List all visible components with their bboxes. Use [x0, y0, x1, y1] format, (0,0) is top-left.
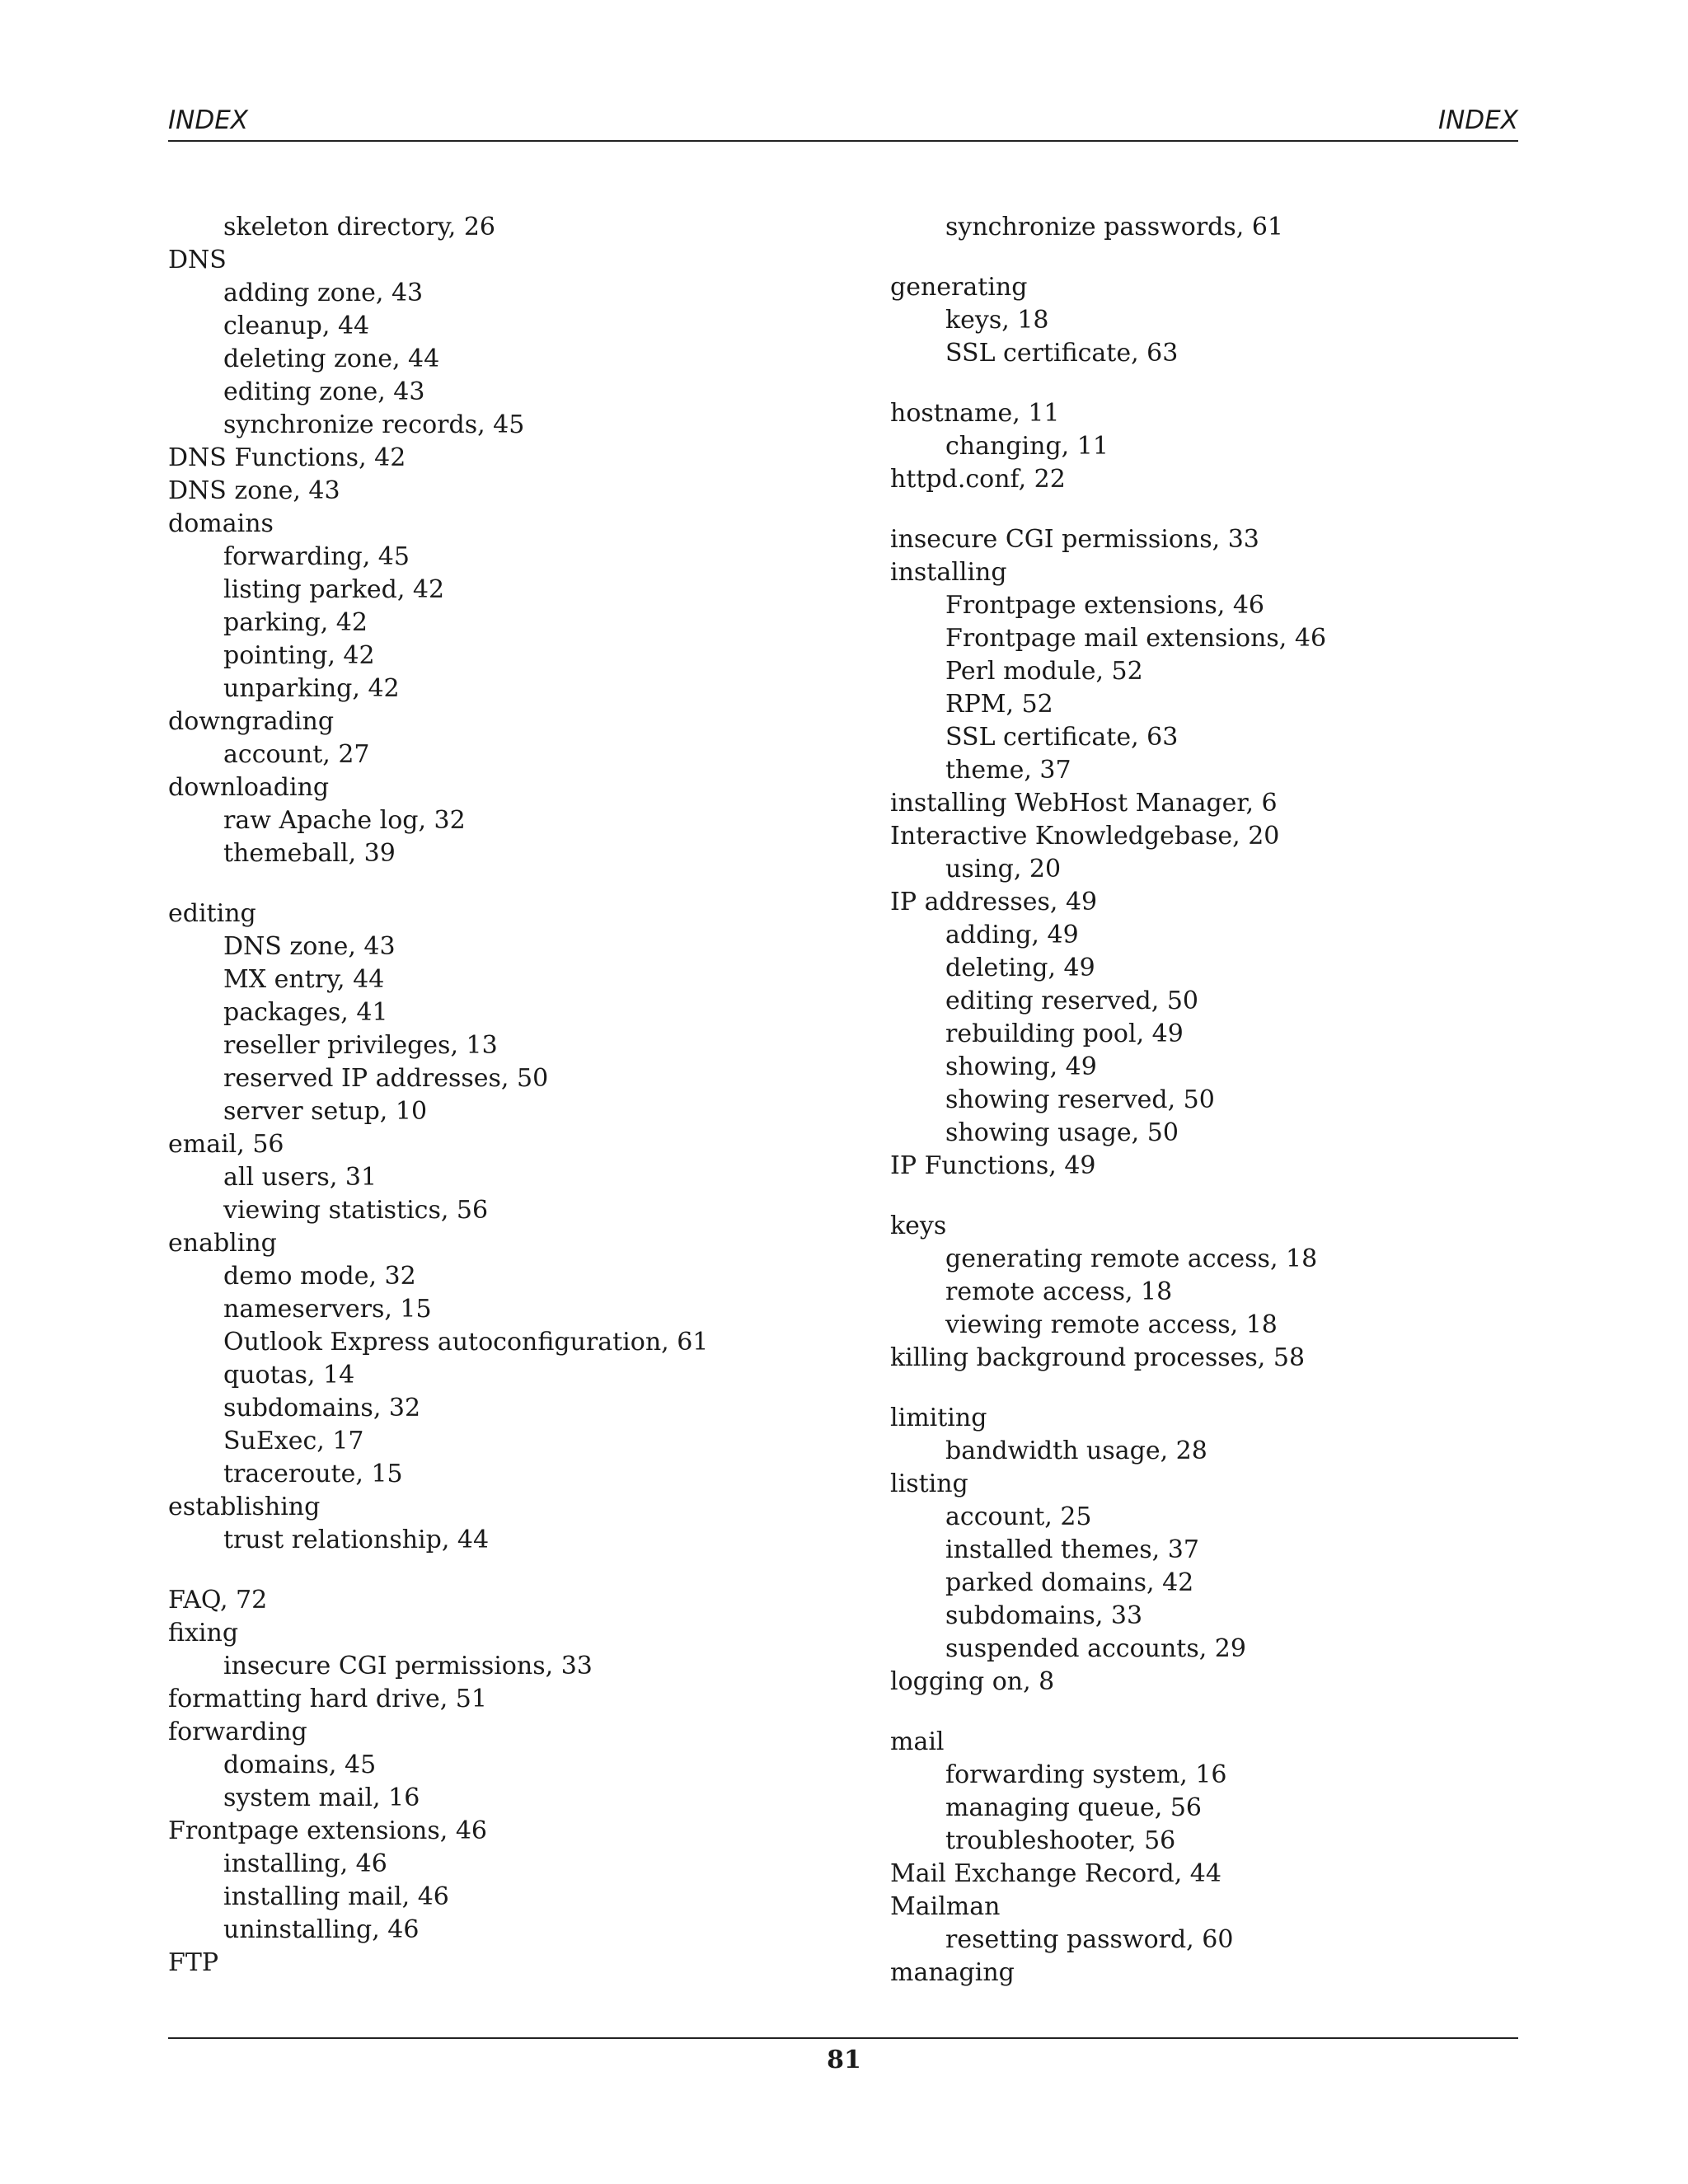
index-entry: logging on, 8: [890, 1667, 1055, 1696]
index-subentry: server setup, 10: [223, 1097, 428, 1126]
index-subentry: adding zone, 43: [223, 279, 424, 307]
index-subentry: nameservers, 15: [223, 1295, 432, 1324]
index-entry: httpd.conf, 22: [890, 465, 1066, 494]
index-entry: fixing: [168, 1619, 239, 1647]
index-letter-group: [890, 397, 1517, 496]
index-subentry: account, 25: [945, 1502, 1092, 1531]
index-entry: Mailman: [890, 1892, 1001, 1921]
index-subentry: remote access, 18: [945, 1277, 1173, 1306]
index-subentry: rebuilding pool, 49: [945, 1019, 1184, 1048]
index-subentry: quotas, 14: [223, 1361, 355, 1390]
index-column-left: [168, 211, 844, 1980]
index-subentry: Perl module, 52: [945, 657, 1143, 686]
index-entry: forwarding: [168, 1718, 307, 1746]
index-subentry: unparking, 42: [223, 674, 400, 703]
index-entry: limiting: [890, 1404, 987, 1432]
index-subentry: themeball, 39: [223, 839, 396, 868]
index-subentry: showing usage, 50: [945, 1118, 1179, 1147]
index-subentry: Outlook Express autoconfiguration, 61: [223, 1328, 709, 1357]
index-subentry: showing, 49: [945, 1052, 1097, 1081]
index-subentry: reseller privileges, 13: [223, 1031, 498, 1060]
index-subentry: showing reserved, 50: [945, 1085, 1215, 1114]
index-subentry: packages, 41: [223, 998, 388, 1027]
index-subentry: traceroute, 15: [223, 1460, 403, 1488]
index-column-right: [890, 211, 1517, 1990]
index-subentry: adding, 49: [945, 921, 1079, 949]
index-subentry: deleting zone, 44: [223, 344, 440, 373]
index-subentry: pointing, 42: [223, 641, 375, 670]
index-subentry: parking, 42: [223, 608, 368, 637]
index-entry: email, 56: [168, 1130, 284, 1159]
index-entry: mail: [890, 1727, 945, 1756]
index-subentry: uninstalling, 46: [223, 1915, 420, 1944]
index-subentry: theme, 37: [945, 756, 1071, 785]
index-entry: FTP: [168, 1948, 219, 1977]
index-subentry: suspended accounts, 29: [945, 1634, 1246, 1663]
index-entry: downgrading: [168, 707, 335, 736]
index-subentry: keys, 18: [945, 306, 1049, 335]
index-subentry: demo mode, 32: [223, 1262, 416, 1291]
index-subentry: synchronize passwords, 61: [945, 213, 1284, 241]
header-left-title: INDEX: [168, 105, 249, 135]
index-subentry: changing, 11: [945, 432, 1109, 461]
index-subentry: subdomains, 33: [945, 1601, 1143, 1630]
index-letter-group: [168, 898, 844, 1557]
page-number: 81: [827, 2046, 861, 2074]
index-subentry: installed themes, 37: [945, 1535, 1199, 1564]
index-entry: generating: [890, 273, 1028, 302]
index-letter-group: [890, 1402, 1517, 1699]
index-subentry: skeleton directory, 26: [223, 213, 496, 241]
index-subentry: cleanup, 44: [223, 312, 370, 340]
index-letter-group: [890, 1726, 1517, 1990]
index-subentry: editing zone, 43: [223, 377, 425, 406]
index-entry: listing: [890, 1469, 968, 1498]
index-entry: keys: [890, 1212, 947, 1240]
index-entry: DNS: [168, 246, 227, 274]
index-subentry: managing queue, 56: [945, 1793, 1203, 1822]
index-entry: domains: [168, 509, 274, 538]
index-entry: DNS Functions, 42: [168, 443, 406, 472]
index-subentry: SSL certificate, 63: [945, 339, 1179, 368]
index-subentry: forwarding system, 16: [945, 1760, 1227, 1789]
index-subentry: deleting, 49: [945, 954, 1095, 982]
index-subentry: SSL certificate, 63: [945, 723, 1179, 752]
index-subentry: viewing statistics, 56: [223, 1196, 489, 1225]
index-entry: IP addresses, 49: [890, 888, 1098, 916]
index-letter-group: [168, 211, 844, 870]
index-subentry: SuExec, 17: [223, 1427, 364, 1455]
index-subentry: all users, 31: [223, 1163, 377, 1192]
index-subentry: bandwidth usage, 28: [945, 1436, 1207, 1465]
index-letter-group: [890, 211, 1517, 244]
index-entry: managing: [890, 1958, 1015, 1987]
index-letter-group: [168, 1584, 844, 1980]
index-entry: DNS zone, 43: [168, 476, 340, 505]
index-entry: Interactive Knowledgebase, 20: [890, 822, 1280, 851]
index-entry: installing: [890, 558, 1007, 587]
index-subentry: DNS zone, 43: [223, 932, 396, 961]
running-header: [168, 104, 1518, 142]
index-subentry: editing reserved, 50: [945, 987, 1199, 1015]
index-subentry: installing, 46: [223, 1849, 387, 1878]
index-subentry: troubleshooter, 56: [945, 1826, 1176, 1855]
index-entry: IP Functions, 49: [890, 1151, 1096, 1180]
index-subentry: system mail, 16: [223, 1783, 420, 1812]
index-entry: enabling: [168, 1229, 277, 1258]
index-subentry: synchronize records, 45: [223, 410, 525, 439]
footer-rule: [168, 2037, 1518, 2039]
index-letter-group: [890, 271, 1517, 370]
index-entry: insecure CGI permissions, 33: [890, 525, 1259, 554]
index-subentry: domains, 45: [223, 1750, 377, 1779]
header-right-title: INDEX: [1437, 105, 1518, 135]
index-letter-group: [890, 1210, 1517, 1375]
index-subentry: reserved IP addresses, 50: [223, 1064, 549, 1093]
index-entry: formatting hard drive, 51: [168, 1685, 487, 1713]
index-subentry: account, 27: [223, 740, 370, 769]
index-entry: installing WebHost Manager, 6: [890, 789, 1278, 818]
index-subentry: trust relationship, 44: [223, 1526, 490, 1554]
index-entry: downloading: [168, 773, 330, 802]
index-entry: FAQ, 72: [168, 1586, 268, 1615]
index-entry: establishing: [168, 1493, 321, 1521]
index-entry: hostname, 11: [890, 399, 1060, 428]
index-entry: Frontpage extensions, 46: [168, 1816, 487, 1845]
index-subentry: raw Apache log, 32: [223, 806, 466, 835]
index-subentry: subdomains, 32: [223, 1394, 421, 1422]
index-subentry: using, 20: [945, 855, 1062, 883]
index-subentry: MX entry, 44: [223, 965, 385, 994]
index-subentry: Frontpage extensions, 46: [945, 591, 1264, 620]
index-letter-group: [890, 523, 1517, 1183]
index-subentry: forwarding, 45: [223, 542, 410, 571]
index-subentry: RPM, 52: [945, 690, 1053, 719]
index-subentry: listing parked, 42: [223, 575, 445, 604]
index-entry: editing: [168, 899, 256, 928]
index-subentry: Frontpage mail extensions, 46: [945, 624, 1327, 653]
index-subentry: viewing remote access, 18: [945, 1310, 1278, 1339]
index-subentry: generating remote access, 18: [945, 1244, 1318, 1273]
index-subentry: installing mail, 46: [223, 1882, 449, 1911]
index-subentry: insecure CGI permissions, 33: [223, 1652, 593, 1680]
index-subentry: parked domains, 42: [945, 1568, 1194, 1597]
index-entry: Mail Exchange Record, 44: [890, 1859, 1221, 1888]
index-subentry: resetting password, 60: [945, 1925, 1234, 1954]
index-entry: killing background processes, 58: [890, 1343, 1306, 1372]
